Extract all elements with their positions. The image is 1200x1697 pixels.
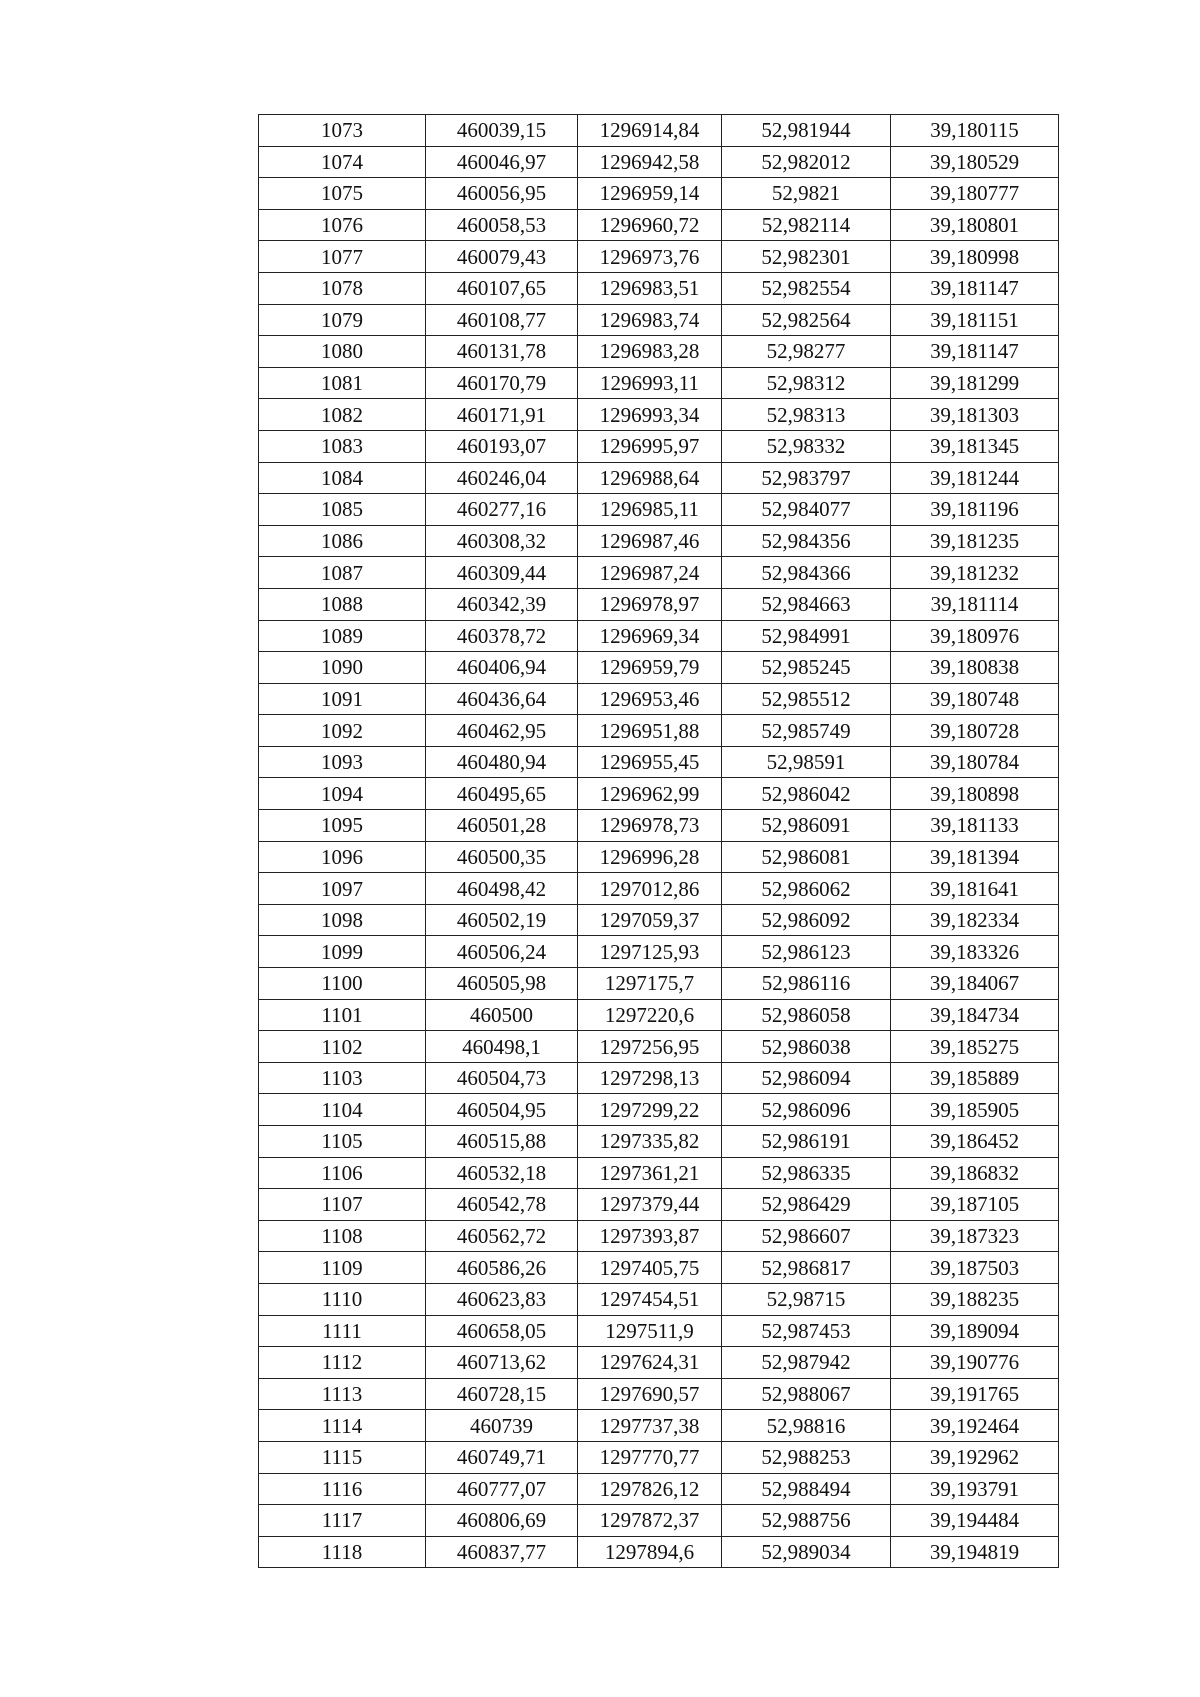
longitude-cell: 39,180115: [891, 115, 1059, 147]
latitude-cell: 52,981944: [722, 115, 891, 147]
y-coordinate-cell: 1297405,75: [578, 1252, 722, 1284]
latitude-cell: 52,986123: [722, 936, 891, 968]
table-row: [259, 683, 1059, 715]
x-coordinate-cell: 460658,05: [426, 1315, 578, 1347]
point-number-cell: 1106: [259, 1157, 426, 1189]
longitude-cell: 39,191765: [891, 1378, 1059, 1410]
table-row: [259, 936, 1059, 968]
longitude-cell: 39,182334: [891, 904, 1059, 936]
longitude-cell: 39,188235: [891, 1283, 1059, 1315]
point-number-cell: 1081: [259, 367, 426, 399]
latitude-cell: 52,98816: [722, 1410, 891, 1442]
y-coordinate-cell: 1297175,7: [578, 968, 722, 1000]
y-coordinate-cell: 1297770,77: [578, 1441, 722, 1473]
longitude-cell: 39,194484: [891, 1505, 1059, 1537]
x-coordinate-cell: 460505,98: [426, 968, 578, 1000]
table-row: [259, 588, 1059, 620]
point-number-cell: 1090: [259, 652, 426, 684]
longitude-cell: 39,181147: [891, 272, 1059, 304]
table-row: [259, 1252, 1059, 1284]
table-row: [259, 336, 1059, 368]
latitude-cell: 52,989034: [722, 1536, 891, 1568]
x-coordinate-cell: 460506,24: [426, 936, 578, 968]
latitude-cell: 52,98277: [722, 336, 891, 368]
latitude-cell: 52,986335: [722, 1157, 891, 1189]
point-number-cell: 1093: [259, 746, 426, 778]
latitude-cell: 52,986092: [722, 904, 891, 936]
table-row: [259, 620, 1059, 652]
point-number-cell: 1113: [259, 1378, 426, 1410]
y-coordinate-cell: 1297894,6: [578, 1536, 722, 1568]
y-coordinate-cell: 1296995,97: [578, 430, 722, 462]
longitude-cell: 39,181196: [891, 494, 1059, 526]
table-row: [259, 241, 1059, 273]
x-coordinate-cell: 460515,88: [426, 1126, 578, 1158]
x-coordinate-cell: 460495,65: [426, 778, 578, 810]
y-coordinate-cell: 1296959,14: [578, 178, 722, 210]
x-coordinate-cell: 460277,16: [426, 494, 578, 526]
latitude-cell: 52,98715: [722, 1283, 891, 1315]
y-coordinate-cell: 1297298,13: [578, 1062, 722, 1094]
point-number-cell: 1088: [259, 588, 426, 620]
x-coordinate-cell: 460058,53: [426, 209, 578, 241]
y-coordinate-cell: 1297059,37: [578, 904, 722, 936]
table-row: [259, 1283, 1059, 1315]
longitude-cell: 39,181641: [891, 873, 1059, 905]
point-number-cell: 1108: [259, 1220, 426, 1252]
longitude-cell: 39,181147: [891, 336, 1059, 368]
x-coordinate-cell: 460501,28: [426, 810, 578, 842]
longitude-cell: 39,181133: [891, 810, 1059, 842]
point-number-cell: 1111: [259, 1315, 426, 1347]
y-coordinate-cell: 1296951,88: [578, 715, 722, 747]
latitude-cell: 52,988067: [722, 1378, 891, 1410]
longitude-cell: 39,181151: [891, 304, 1059, 336]
x-coordinate-cell: 460498,42: [426, 873, 578, 905]
table-row: [259, 1031, 1059, 1063]
table-row: [259, 1062, 1059, 1094]
latitude-cell: 52,98332: [722, 430, 891, 462]
table-row: [259, 1094, 1059, 1126]
x-coordinate-cell: 460504,73: [426, 1062, 578, 1094]
longitude-cell: 39,193791: [891, 1473, 1059, 1505]
x-coordinate-cell: 460739: [426, 1410, 578, 1442]
point-number-cell: 1078: [259, 272, 426, 304]
longitude-cell: 39,187503: [891, 1252, 1059, 1284]
x-coordinate-cell: 460378,72: [426, 620, 578, 652]
table-row: [259, 1126, 1059, 1158]
x-coordinate-cell: 460108,77: [426, 304, 578, 336]
longitude-cell: 39,180898: [891, 778, 1059, 810]
y-coordinate-cell: 1297299,22: [578, 1094, 722, 1126]
point-number-cell: 1104: [259, 1094, 426, 1126]
table-row: [259, 304, 1059, 336]
x-coordinate-cell: 460107,65: [426, 272, 578, 304]
x-coordinate-cell: 460498,1: [426, 1031, 578, 1063]
y-coordinate-cell: 1296973,76: [578, 241, 722, 273]
point-number-cell: 1082: [259, 399, 426, 431]
point-number-cell: 1073: [259, 115, 426, 147]
longitude-cell: 39,180976: [891, 620, 1059, 652]
point-number-cell: 1116: [259, 1473, 426, 1505]
table-row: [259, 272, 1059, 304]
table-row: [259, 462, 1059, 494]
latitude-cell: 52,982554: [722, 272, 891, 304]
longitude-cell: 39,185889: [891, 1062, 1059, 1094]
latitude-cell: 52,984366: [722, 557, 891, 589]
latitude-cell: 52,986038: [722, 1031, 891, 1063]
point-number-cell: 1076: [259, 209, 426, 241]
latitude-cell: 52,988756: [722, 1505, 891, 1537]
y-coordinate-cell: 1296983,51: [578, 272, 722, 304]
y-coordinate-cell: 1297379,44: [578, 1189, 722, 1221]
longitude-cell: 39,187105: [891, 1189, 1059, 1221]
y-coordinate-cell: 1296962,99: [578, 778, 722, 810]
latitude-cell: 52,984663: [722, 588, 891, 620]
longitude-cell: 39,185275: [891, 1031, 1059, 1063]
table-row: [259, 904, 1059, 936]
y-coordinate-cell: 1297690,57: [578, 1378, 722, 1410]
point-number-cell: 1101: [259, 999, 426, 1031]
latitude-cell: 52,986081: [722, 841, 891, 873]
table-row: [259, 525, 1059, 557]
y-coordinate-cell: 1297256,95: [578, 1031, 722, 1063]
y-coordinate-cell: 1297125,93: [578, 936, 722, 968]
point-number-cell: 1085: [259, 494, 426, 526]
point-number-cell: 1074: [259, 146, 426, 178]
x-coordinate-cell: 460500,35: [426, 841, 578, 873]
point-number-cell: 1107: [259, 1189, 426, 1221]
y-coordinate-cell: 1296953,46: [578, 683, 722, 715]
coordinates-table: [258, 114, 1059, 1568]
point-number-cell: 1086: [259, 525, 426, 557]
point-number-cell: 1084: [259, 462, 426, 494]
y-coordinate-cell: 1296987,46: [578, 525, 722, 557]
y-coordinate-cell: 1297872,37: [578, 1505, 722, 1537]
table-row: [259, 841, 1059, 873]
x-coordinate-cell: 460728,15: [426, 1378, 578, 1410]
longitude-cell: 39,184734: [891, 999, 1059, 1031]
x-coordinate-cell: 460436,64: [426, 683, 578, 715]
longitude-cell: 39,180801: [891, 209, 1059, 241]
longitude-cell: 39,181394: [891, 841, 1059, 873]
latitude-cell: 52,9821: [722, 178, 891, 210]
table-row: [259, 1347, 1059, 1379]
y-coordinate-cell: 1296993,11: [578, 367, 722, 399]
point-number-cell: 1102: [259, 1031, 426, 1063]
x-coordinate-cell: 460246,04: [426, 462, 578, 494]
latitude-cell: 52,986042: [722, 778, 891, 810]
point-number-cell: 1100: [259, 968, 426, 1000]
longitude-cell: 39,180728: [891, 715, 1059, 747]
y-coordinate-cell: 1296914,84: [578, 115, 722, 147]
point-number-cell: 1094: [259, 778, 426, 810]
latitude-cell: 52,986062: [722, 873, 891, 905]
table-row: [259, 810, 1059, 842]
y-coordinate-cell: 1297737,38: [578, 1410, 722, 1442]
y-coordinate-cell: 1296988,64: [578, 462, 722, 494]
point-number-cell: 1092: [259, 715, 426, 747]
latitude-cell: 52,988253: [722, 1441, 891, 1473]
latitude-cell: 52,986191: [722, 1126, 891, 1158]
table-row: [259, 178, 1059, 210]
x-coordinate-cell: 460713,62: [426, 1347, 578, 1379]
latitude-cell: 52,986817: [722, 1252, 891, 1284]
latitude-cell: 52,984077: [722, 494, 891, 526]
table-row: [259, 652, 1059, 684]
x-coordinate-cell: 460056,95: [426, 178, 578, 210]
y-coordinate-cell: 1296942,58: [578, 146, 722, 178]
x-coordinate-cell: 460502,19: [426, 904, 578, 936]
point-number-cell: 1091: [259, 683, 426, 715]
longitude-cell: 39,181114: [891, 588, 1059, 620]
longitude-cell: 39,185905: [891, 1094, 1059, 1126]
point-number-cell: 1115: [259, 1441, 426, 1473]
latitude-cell: 52,986091: [722, 810, 891, 842]
latitude-cell: 52,983797: [722, 462, 891, 494]
table-row: [259, 209, 1059, 241]
longitude-cell: 39,181244: [891, 462, 1059, 494]
y-coordinate-cell: 1296955,45: [578, 746, 722, 778]
point-number-cell: 1110: [259, 1283, 426, 1315]
longitude-cell: 39,187323: [891, 1220, 1059, 1252]
x-coordinate-cell: 460480,94: [426, 746, 578, 778]
x-coordinate-cell: 460079,43: [426, 241, 578, 273]
y-coordinate-cell: 1296978,73: [578, 810, 722, 842]
longitude-cell: 39,190776: [891, 1347, 1059, 1379]
point-number-cell: 1109: [259, 1252, 426, 1284]
longitude-cell: 39,194819: [891, 1536, 1059, 1568]
longitude-cell: 39,180838: [891, 652, 1059, 684]
table-row: [259, 146, 1059, 178]
x-coordinate-cell: 460562,72: [426, 1220, 578, 1252]
y-coordinate-cell: 1296969,34: [578, 620, 722, 652]
y-coordinate-cell: 1296978,97: [578, 588, 722, 620]
x-coordinate-cell: 460171,91: [426, 399, 578, 431]
latitude-cell: 52,986058: [722, 999, 891, 1031]
x-coordinate-cell: 460170,79: [426, 367, 578, 399]
longitude-cell: 39,181299: [891, 367, 1059, 399]
x-coordinate-cell: 460586,26: [426, 1252, 578, 1284]
x-coordinate-cell: 460777,07: [426, 1473, 578, 1505]
longitude-cell: 39,181345: [891, 430, 1059, 462]
x-coordinate-cell: 460806,69: [426, 1505, 578, 1537]
y-coordinate-cell: 1297335,82: [578, 1126, 722, 1158]
table-row: [259, 1473, 1059, 1505]
x-coordinate-cell: 460131,78: [426, 336, 578, 368]
y-coordinate-cell: 1296996,28: [578, 841, 722, 873]
table-row: [259, 1410, 1059, 1442]
latitude-cell: 52,986094: [722, 1062, 891, 1094]
latitude-cell: 52,982564: [722, 304, 891, 336]
longitude-cell: 39,183326: [891, 936, 1059, 968]
latitude-cell: 52,986607: [722, 1220, 891, 1252]
longitude-cell: 39,184067: [891, 968, 1059, 1000]
latitude-cell: 52,988494: [722, 1473, 891, 1505]
latitude-cell: 52,98312: [722, 367, 891, 399]
latitude-cell: 52,986429: [722, 1189, 891, 1221]
table-row: [259, 1378, 1059, 1410]
table-row: [259, 746, 1059, 778]
y-coordinate-cell: 1296959,79: [578, 652, 722, 684]
longitude-cell: 39,192464: [891, 1410, 1059, 1442]
table-row: [259, 873, 1059, 905]
table-row: [259, 999, 1059, 1031]
longitude-cell: 39,189094: [891, 1315, 1059, 1347]
latitude-cell: 52,985749: [722, 715, 891, 747]
x-coordinate-cell: 460406,94: [426, 652, 578, 684]
table-row: [259, 115, 1059, 147]
y-coordinate-cell: 1297624,31: [578, 1347, 722, 1379]
table-row: [259, 494, 1059, 526]
x-coordinate-cell: 460532,18: [426, 1157, 578, 1189]
point-number-cell: 1112: [259, 1347, 426, 1379]
longitude-cell: 39,180777: [891, 178, 1059, 210]
point-number-cell: 1117: [259, 1505, 426, 1537]
x-coordinate-cell: 460046,97: [426, 146, 578, 178]
point-number-cell: 1095: [259, 810, 426, 842]
point-number-cell: 1103: [259, 1062, 426, 1094]
point-number-cell: 1083: [259, 430, 426, 462]
point-number-cell: 1096: [259, 841, 426, 873]
latitude-cell: 52,987453: [722, 1315, 891, 1347]
y-coordinate-cell: 1296987,24: [578, 557, 722, 589]
longitude-cell: 39,180748: [891, 683, 1059, 715]
table-row: [259, 557, 1059, 589]
table-row: [259, 778, 1059, 810]
x-coordinate-cell: 460749,71: [426, 1441, 578, 1473]
table-row: [259, 430, 1059, 462]
table-row: [259, 1505, 1059, 1537]
x-coordinate-cell: 460623,83: [426, 1283, 578, 1315]
longitude-cell: 39,180998: [891, 241, 1059, 273]
point-number-cell: 1077: [259, 241, 426, 273]
table-row: [259, 1315, 1059, 1347]
table-row: [259, 1189, 1059, 1221]
table-row: [259, 715, 1059, 747]
point-number-cell: 1105: [259, 1126, 426, 1158]
point-number-cell: 1099: [259, 936, 426, 968]
longitude-cell: 39,186832: [891, 1157, 1059, 1189]
point-number-cell: 1089: [259, 620, 426, 652]
latitude-cell: 52,984991: [722, 620, 891, 652]
y-coordinate-cell: 1297220,6: [578, 999, 722, 1031]
point-number-cell: 1079: [259, 304, 426, 336]
y-coordinate-cell: 1297826,12: [578, 1473, 722, 1505]
longitude-cell: 39,181235: [891, 525, 1059, 557]
point-number-cell: 1114: [259, 1410, 426, 1442]
longitude-cell: 39,186452: [891, 1126, 1059, 1158]
y-coordinate-cell: 1297454,51: [578, 1283, 722, 1315]
x-coordinate-cell: 460500: [426, 999, 578, 1031]
y-coordinate-cell: 1297511,9: [578, 1315, 722, 1347]
point-number-cell: 1080: [259, 336, 426, 368]
y-coordinate-cell: 1296983,28: [578, 336, 722, 368]
x-coordinate-cell: 460309,44: [426, 557, 578, 589]
y-coordinate-cell: 1296983,74: [578, 304, 722, 336]
x-coordinate-cell: 460542,78: [426, 1189, 578, 1221]
table-row: [259, 367, 1059, 399]
x-coordinate-cell: 460039,15: [426, 115, 578, 147]
latitude-cell: 52,98591: [722, 746, 891, 778]
table-row: [259, 1157, 1059, 1189]
table-row: [259, 1220, 1059, 1252]
y-coordinate-cell: 1297012,86: [578, 873, 722, 905]
x-coordinate-cell: 460462,95: [426, 715, 578, 747]
y-coordinate-cell: 1296993,34: [578, 399, 722, 431]
longitude-cell: 39,180529: [891, 146, 1059, 178]
coordinates-table-body: [259, 115, 1059, 1568]
longitude-cell: 39,180784: [891, 746, 1059, 778]
latitude-cell: 52,985512: [722, 683, 891, 715]
y-coordinate-cell: 1296985,11: [578, 494, 722, 526]
point-number-cell: 1097: [259, 873, 426, 905]
table-row: [259, 1536, 1059, 1568]
x-coordinate-cell: 460193,07: [426, 430, 578, 462]
y-coordinate-cell: 1297361,21: [578, 1157, 722, 1189]
latitude-cell: 52,98313: [722, 399, 891, 431]
x-coordinate-cell: 460504,95: [426, 1094, 578, 1126]
longitude-cell: 39,181303: [891, 399, 1059, 431]
latitude-cell: 52,985245: [722, 652, 891, 684]
longitude-cell: 39,181232: [891, 557, 1059, 589]
latitude-cell: 52,986116: [722, 968, 891, 1000]
point-number-cell: 1098: [259, 904, 426, 936]
longitude-cell: 39,192962: [891, 1441, 1059, 1473]
y-coordinate-cell: 1297393,87: [578, 1220, 722, 1252]
table-row: [259, 399, 1059, 431]
table-row: [259, 1441, 1059, 1473]
latitude-cell: 52,984356: [722, 525, 891, 557]
latitude-cell: 52,982114: [722, 209, 891, 241]
point-number-cell: 1075: [259, 178, 426, 210]
x-coordinate-cell: 460308,32: [426, 525, 578, 557]
y-coordinate-cell: 1296960,72: [578, 209, 722, 241]
latitude-cell: 52,982012: [722, 146, 891, 178]
x-coordinate-cell: 460342,39: [426, 588, 578, 620]
point-number-cell: 1118: [259, 1536, 426, 1568]
latitude-cell: 52,987942: [722, 1347, 891, 1379]
x-coordinate-cell: 460837,77: [426, 1536, 578, 1568]
table-row: [259, 968, 1059, 1000]
latitude-cell: 52,986096: [722, 1094, 891, 1126]
latitude-cell: 52,982301: [722, 241, 891, 273]
point-number-cell: 1087: [259, 557, 426, 589]
